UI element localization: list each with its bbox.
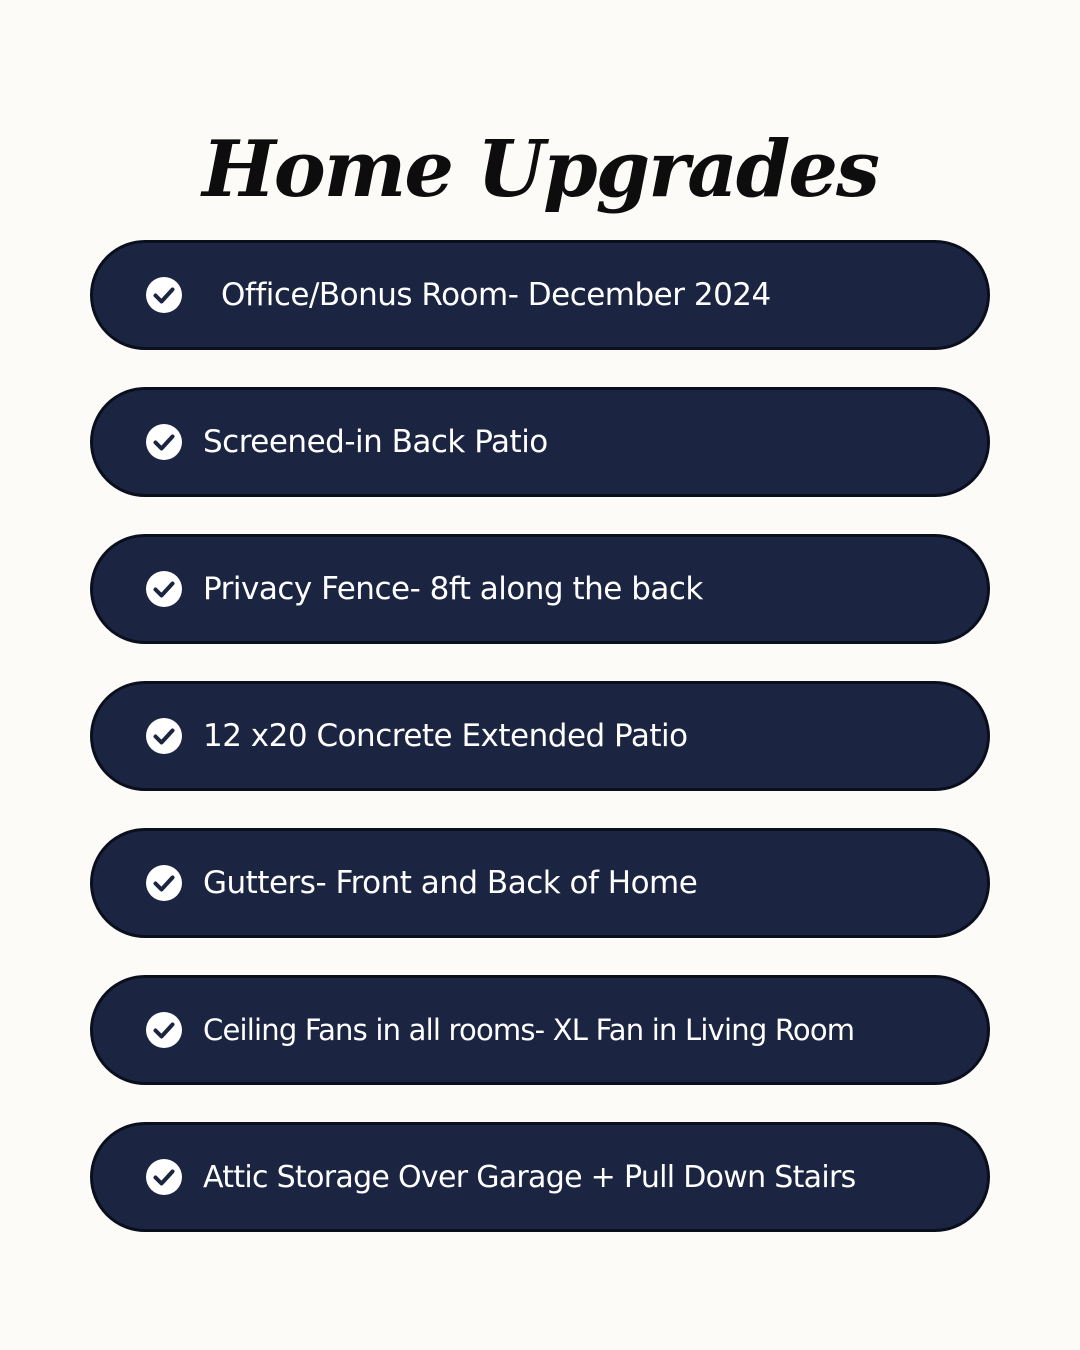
upgrades-list <box>90 240 990 1269</box>
upgrade-item <box>90 681 990 791</box>
check-circle-icon <box>145 1158 183 1196</box>
upgrade-label: Gutters- Front and Back of Home <box>203 865 698 901</box>
upgrade-label: Privacy Fence- 8ft along the back <box>203 571 703 607</box>
upgrade-item <box>90 975 990 1085</box>
check-circle-icon <box>145 570 183 608</box>
upgrade-label: Attic Storage Over Garage + Pull Down Stairs <box>203 1159 856 1195</box>
upgrade-item <box>90 387 990 497</box>
upgrade-label: Screened-in Back Patio <box>203 424 548 460</box>
check-circle-icon <box>145 864 183 902</box>
upgrade-label: Ceiling Fans in all rooms- XL Fan in Living Room <box>203 1013 855 1047</box>
upgrade-label: Office/Bonus Room- December 2024 <box>221 277 771 313</box>
upgrade-item <box>90 534 990 644</box>
upgrade-item <box>90 1122 990 1232</box>
upgrade-item <box>90 240 990 350</box>
check-circle-icon <box>145 717 183 755</box>
check-circle-icon <box>145 423 183 461</box>
upgrade-item <box>90 828 990 938</box>
check-circle-icon <box>145 276 183 314</box>
page-title: Home Upgrades <box>202 124 878 216</box>
check-circle-icon <box>145 1011 183 1049</box>
upgrade-label: 12 x20 Concrete Extended Patio <box>203 718 688 754</box>
